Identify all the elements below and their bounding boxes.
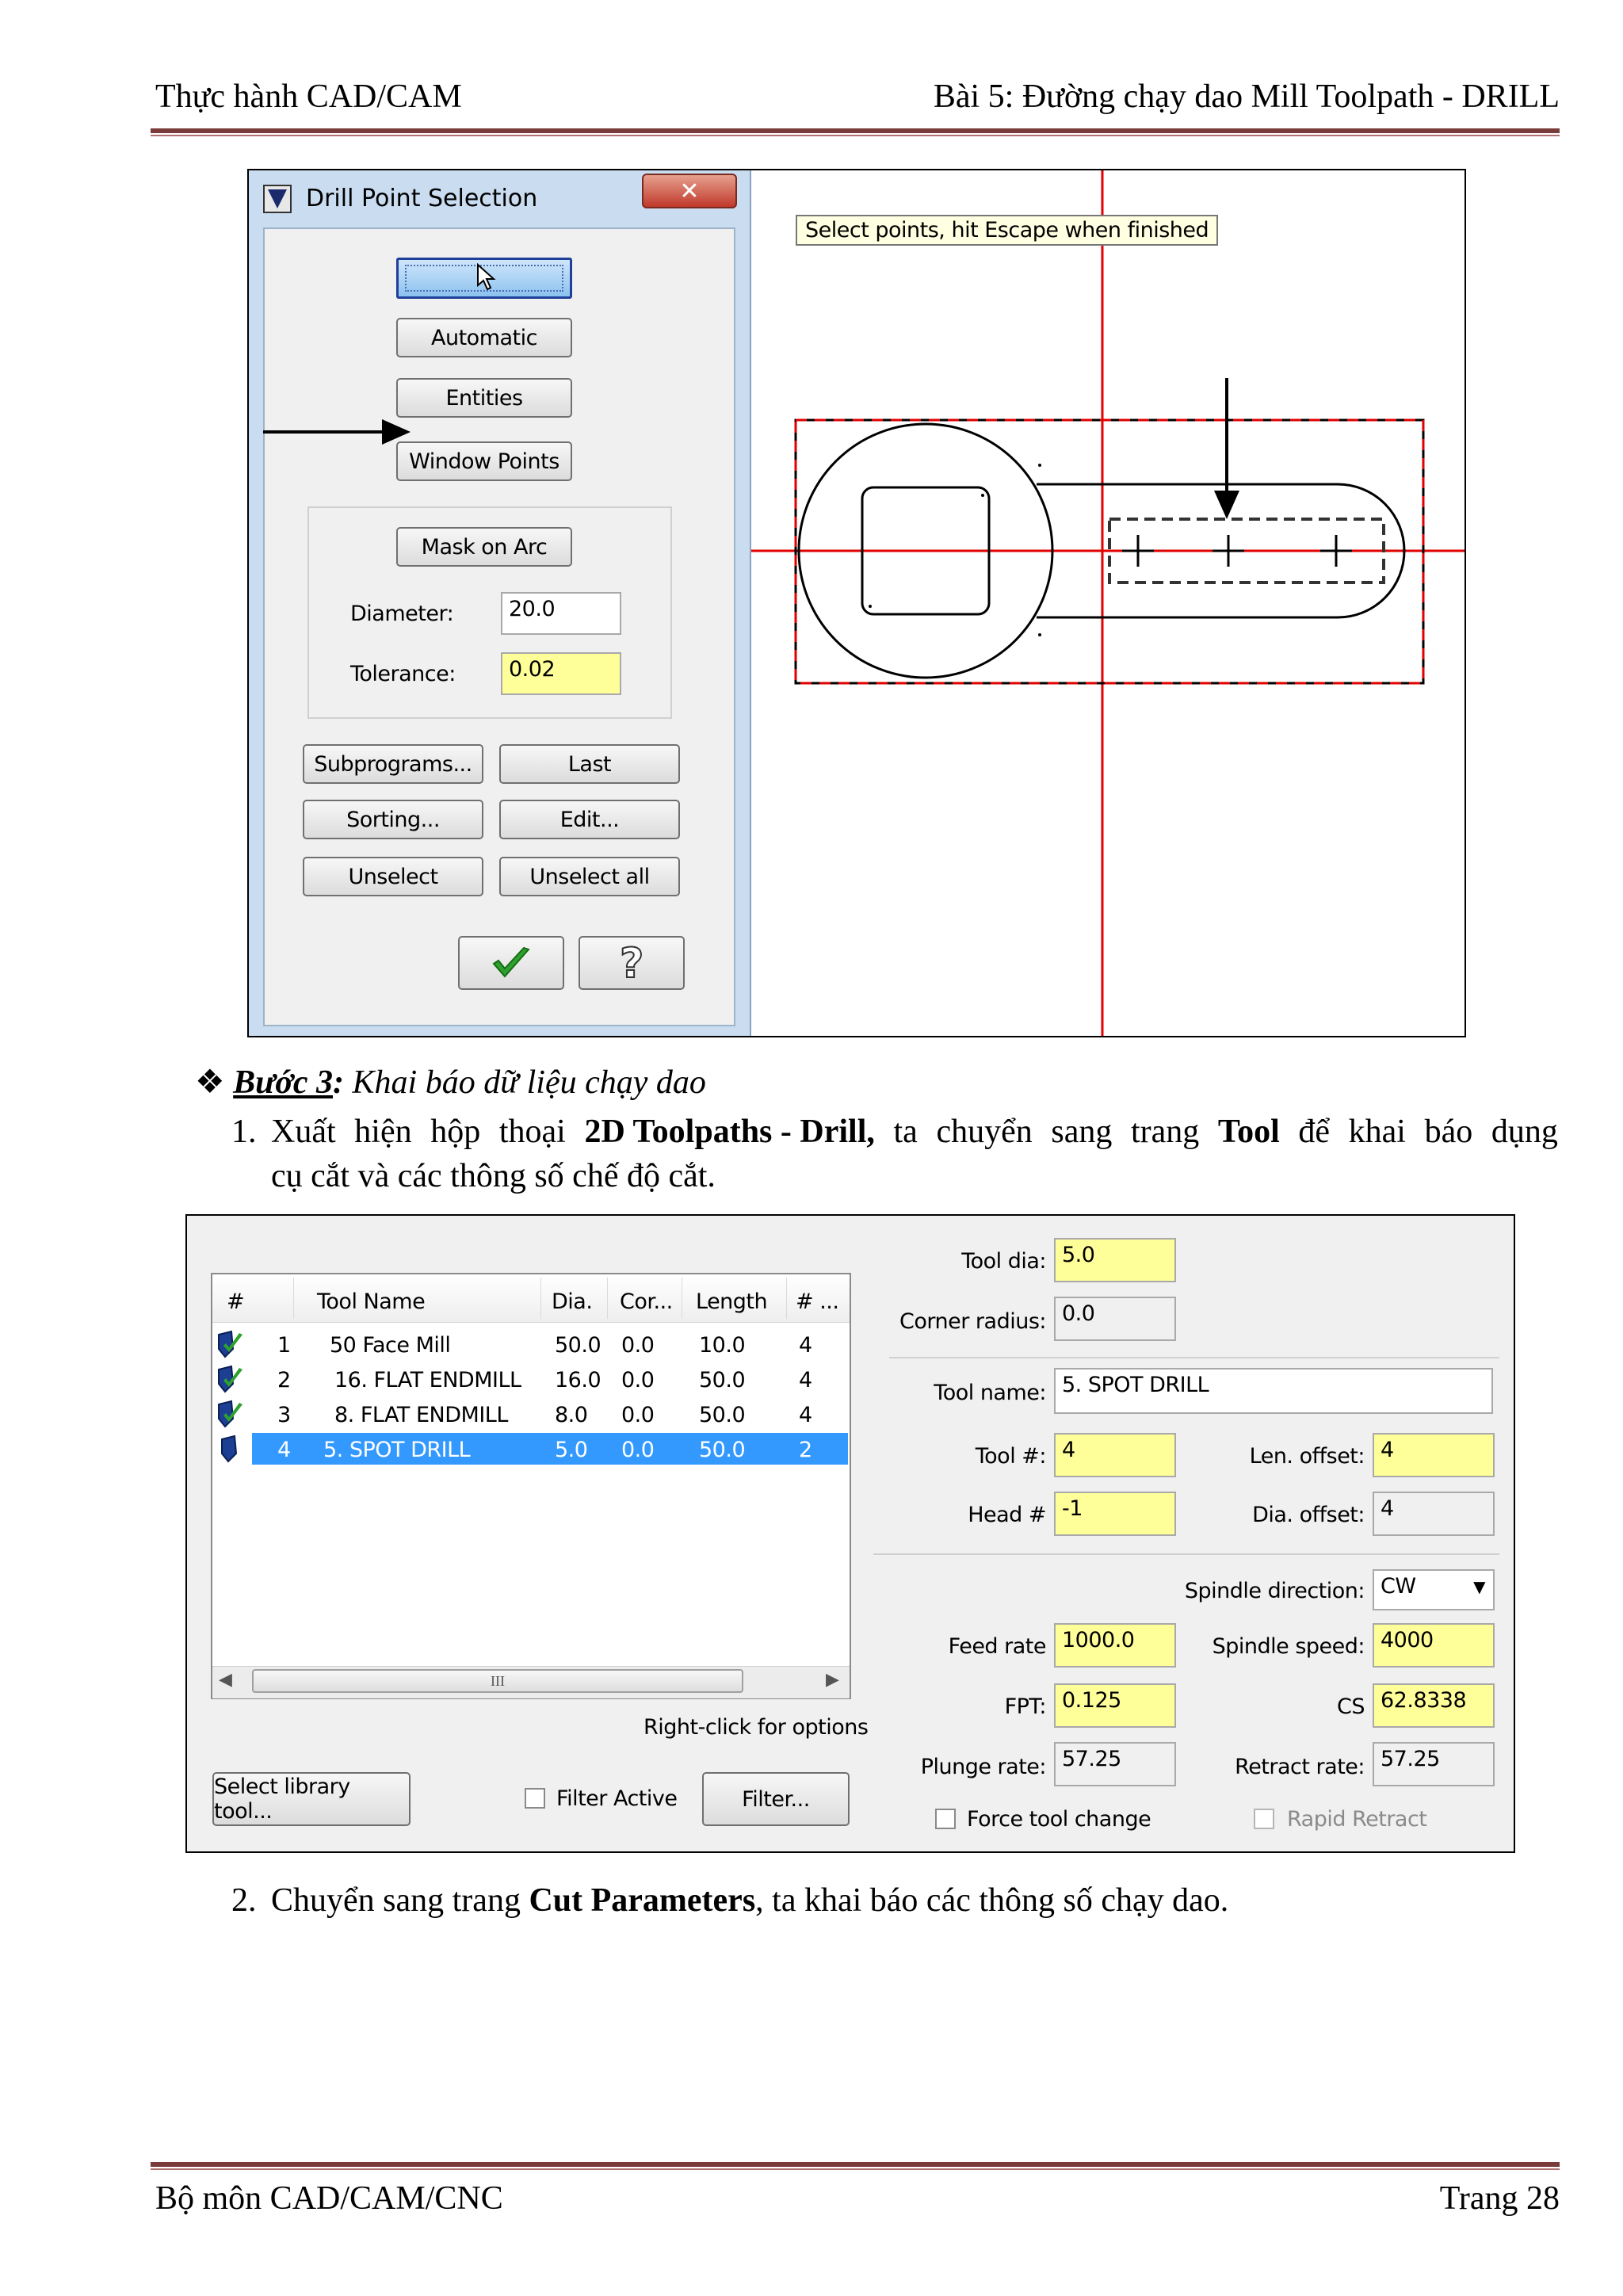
dia-offset-field[interactable]: 4 xyxy=(1373,1492,1495,1536)
tool-name-label: Tool name: xyxy=(934,1381,1046,1405)
tool-checked-icon xyxy=(216,1400,244,1430)
item1-word-4: thoại xyxy=(498,1114,566,1150)
selection-prompt: Select points, hit Escape when finished xyxy=(796,215,1218,246)
diameter-label: Diameter: xyxy=(350,602,454,626)
tool-row-1-num: 1 xyxy=(277,1333,291,1358)
unselect-button[interactable]: Unselect xyxy=(303,857,483,896)
item2-number: 2. xyxy=(231,1882,257,1919)
spindle-direction-select[interactable] xyxy=(1373,1569,1495,1610)
select-library-tool-button[interactable]: Select library tool... xyxy=(212,1772,411,1826)
divider xyxy=(889,1357,1499,1358)
entities-button[interactable]: Entities xyxy=(396,378,572,418)
col-header-cor[interactable]: Cor... xyxy=(620,1289,673,1314)
unselect-all-button[interactable]: Unselect all xyxy=(499,857,680,896)
dia-offset-label: Dia. offset: xyxy=(1252,1503,1365,1527)
rapid-retract-checkbox[interactable] xyxy=(1254,1809,1274,1829)
pointer-arrow-icon xyxy=(263,416,414,448)
item1-word-7: sang xyxy=(1051,1114,1113,1150)
drill-point-dialog xyxy=(249,170,751,1036)
tool-row-4-dia: 5.0 xyxy=(555,1438,588,1462)
len-offset-field[interactable]: 4 xyxy=(1373,1433,1495,1477)
col-header-flutes[interactable]: # ... xyxy=(796,1289,839,1314)
tolerance-field[interactable]: 0.02 xyxy=(501,652,621,695)
drill-point-figure xyxy=(247,169,1466,1037)
tool-checked-icon xyxy=(216,1330,244,1360)
item1-tool-word: Tool xyxy=(1217,1114,1280,1150)
tool-row-4-length: 50.0 xyxy=(699,1438,746,1462)
corner-radius-field[interactable]: 0.0 xyxy=(1054,1297,1176,1341)
header-rule-thin xyxy=(151,135,1560,136)
filter-active-label: Filter Active xyxy=(556,1786,678,1811)
plunge-rate-field[interactable]: 57.25 xyxy=(1054,1742,1176,1786)
tool-row-4-name: 5. SPOT DRILL xyxy=(323,1438,471,1462)
force-tool-change-checkbox[interactable] xyxy=(935,1809,956,1829)
footer-right: Trang 28 xyxy=(1439,2180,1560,2217)
item1-word-5: ta xyxy=(893,1114,918,1150)
footer-rule xyxy=(151,2162,1560,2167)
filter-button[interactable]: Filter... xyxy=(702,1772,850,1826)
item1-word-1: Xuất xyxy=(271,1114,336,1150)
scroll-right-icon[interactable]: ▶ xyxy=(826,1669,839,1689)
step3-bullet: ❖ xyxy=(195,1064,225,1101)
col-header-tool-name[interactable]: Tool Name xyxy=(317,1289,426,1314)
tool-dia-label: Tool dia: xyxy=(961,1249,1046,1274)
fpt-field[interactable]: 0.125 xyxy=(1054,1683,1176,1728)
last-button[interactable]: Last xyxy=(499,744,680,784)
part-geometry xyxy=(751,170,1465,1036)
checkmark-icon xyxy=(491,945,532,981)
item1-dialog-name: 2D Toolpaths - Drill, xyxy=(584,1114,875,1150)
header-left: Thực hành CAD/CAM xyxy=(155,78,462,115)
tool-row[interactable] xyxy=(214,1398,848,1430)
tool-row-4-flutes: 2 xyxy=(799,1438,812,1462)
tool-row-1-name: 50 Face Mill xyxy=(330,1333,451,1358)
col-header-length[interactable]: Length xyxy=(696,1289,768,1314)
tool-unchecked-icon xyxy=(219,1435,242,1465)
tool-row-2-length: 50.0 xyxy=(699,1368,746,1392)
tool-row-2-name: 16. FLAT ENDMILL xyxy=(334,1368,521,1392)
subprograms-button[interactable]: Subprograms... xyxy=(303,744,483,784)
item2-part-c: , ta khai báo các thông số chạy dao. xyxy=(755,1882,1229,1919)
mask-on-arc-button[interactable]: Mask on Arc xyxy=(396,527,572,567)
item1-word-3: hộp xyxy=(430,1114,481,1150)
graphics-viewport[interactable] xyxy=(751,170,1465,1036)
tool-checked-icon xyxy=(216,1365,244,1395)
tool-row[interactable] xyxy=(214,1328,848,1360)
tool-name-field[interactable]: 5. SPOT DRILL xyxy=(1054,1368,1493,1414)
step3-title: Bước 3 xyxy=(233,1064,334,1101)
header-rule xyxy=(151,128,1560,133)
footer-left: Bộ môn CAD/CAM/CNC xyxy=(155,2180,503,2217)
corner-radius-label: Corner radius: xyxy=(899,1309,1046,1334)
scroll-thumb[interactable] xyxy=(252,1669,743,1693)
tool-number-field[interactable]: 4 xyxy=(1054,1433,1176,1477)
tolerance-label: Tolerance: xyxy=(350,662,456,686)
tool-row-3-length: 50.0 xyxy=(699,1403,746,1427)
dialog-title: Drill Point Selection xyxy=(306,185,538,212)
chevron-down-icon: ▼ xyxy=(1473,1577,1485,1596)
item1-word-11: báo xyxy=(1424,1114,1473,1150)
tool-row-1-flutes: 4 xyxy=(799,1333,812,1358)
item1-number: 1. xyxy=(231,1114,257,1150)
tool-dia-field[interactable]: 5.0 xyxy=(1054,1238,1176,1282)
sorting-button[interactable]: Sorting... xyxy=(303,800,483,839)
item1-word-8: trang xyxy=(1130,1114,1200,1150)
step3-colon: : xyxy=(333,1064,345,1101)
dialog-app-icon xyxy=(263,185,292,213)
item1-line1 xyxy=(271,1113,1558,1151)
item1-word-2: hiện xyxy=(354,1114,412,1150)
edit-button[interactable]: Edit... xyxy=(499,800,680,839)
tool-row-3-dia: 8.0 xyxy=(555,1403,588,1427)
tool-row-3-cor: 0.0 xyxy=(621,1403,655,1427)
window-points-button[interactable]: Window Points xyxy=(396,441,572,481)
automatic-button[interactable]: Automatic xyxy=(396,318,572,357)
item1-line2: cụ cắt và các thông số chế độ cắt. xyxy=(271,1158,716,1194)
tool-row-2-num: 2 xyxy=(277,1368,291,1392)
svg-text:?: ? xyxy=(620,941,643,985)
tool-number-label: Tool #: xyxy=(975,1444,1046,1469)
tool-row-2-dia: 16.0 xyxy=(555,1368,601,1392)
scroll-left-icon[interactable]: ◀ xyxy=(219,1669,232,1689)
retract-rate-field[interactable]: 57.25 xyxy=(1373,1742,1495,1786)
diameter-field[interactable]: 20.0 xyxy=(501,592,621,635)
tool-row-1-length: 10.0 xyxy=(699,1333,746,1358)
close-icon[interactable]: ✕ xyxy=(642,174,737,208)
tool-row-2-flutes: 4 xyxy=(799,1368,812,1392)
tool-row-3-flutes: 4 xyxy=(799,1403,812,1427)
filter-active-checkbox[interactable] xyxy=(525,1788,545,1809)
spindle-direction-value: CW xyxy=(1381,1574,1416,1599)
tool-row-3-num: 3 xyxy=(277,1403,291,1427)
item1-word-12: dụng xyxy=(1491,1114,1558,1150)
retract-rate-label: Retract rate: xyxy=(1235,1755,1365,1779)
item1-word-9: để xyxy=(1298,1114,1331,1150)
select-points-button[interactable] xyxy=(396,258,572,299)
cs-label: CS xyxy=(1337,1694,1365,1719)
spindle-speed-field[interactable]: 4000 xyxy=(1373,1623,1495,1668)
header-right: Bài 5: Đường chạy dao Mill Toolpath - DRILL xyxy=(933,78,1560,115)
tool-row-3-name: 8. FLAT ENDMILL xyxy=(334,1403,508,1427)
feed-rate-field[interactable]: 1000.0 xyxy=(1054,1623,1176,1668)
step3-subtitle: Khai báo dữ liệu chạy dao xyxy=(352,1064,706,1101)
col-header-dia[interactable]: Dia. xyxy=(552,1289,593,1314)
item2-part-a: Chuyển sang trang xyxy=(271,1882,529,1919)
dialog-titlebar xyxy=(249,170,750,226)
question-mark-icon xyxy=(613,941,650,985)
tool-row[interactable] xyxy=(214,1363,848,1395)
divider xyxy=(873,1553,1499,1555)
head-number-label: Head # xyxy=(968,1503,1046,1527)
ok-button[interactable] xyxy=(458,936,564,990)
rapid-retract-label: Rapid Retract xyxy=(1287,1807,1427,1832)
right-click-hint: Right-click for options xyxy=(643,1715,869,1740)
mouse-cursor-icon xyxy=(476,263,497,292)
len-offset-label: Len. offset: xyxy=(1249,1444,1365,1469)
item1-word-6: chuyển xyxy=(936,1114,1033,1150)
tool-row-4-cor: 0.0 xyxy=(621,1438,655,1462)
item1-word-10: khai xyxy=(1348,1114,1406,1150)
col-header-num[interactable]: # xyxy=(227,1289,245,1314)
scroll-grip-icon: III xyxy=(491,1672,505,1689)
spindle-direction-label: Spindle direction: xyxy=(1184,1579,1365,1603)
tool-row-4-num: 4 xyxy=(277,1438,291,1462)
feed-rate-label: Feed rate xyxy=(948,1634,1046,1659)
footer-rule-thin xyxy=(151,2168,1560,2170)
fpt-label: FPT: xyxy=(1004,1694,1046,1719)
cs-field[interactable]: 62.8338 xyxy=(1373,1683,1495,1728)
step3-heading xyxy=(195,1062,706,1102)
help-button[interactable] xyxy=(579,936,685,990)
plunge-rate-label: Plunge rate: xyxy=(920,1755,1046,1779)
spindle-speed-label: Spindle speed: xyxy=(1212,1634,1365,1659)
item2-cut-parameters: Cut Parameters xyxy=(529,1882,756,1919)
item2-text xyxy=(271,1881,1228,1920)
tool-row-1-dia: 50.0 xyxy=(555,1333,601,1358)
tool-row-2-cor: 0.0 xyxy=(621,1368,655,1392)
tool-row-1-cor: 0.0 xyxy=(621,1333,655,1358)
head-number-field[interactable]: -1 xyxy=(1054,1492,1176,1536)
force-tool-change-label: Force tool change xyxy=(967,1807,1151,1832)
